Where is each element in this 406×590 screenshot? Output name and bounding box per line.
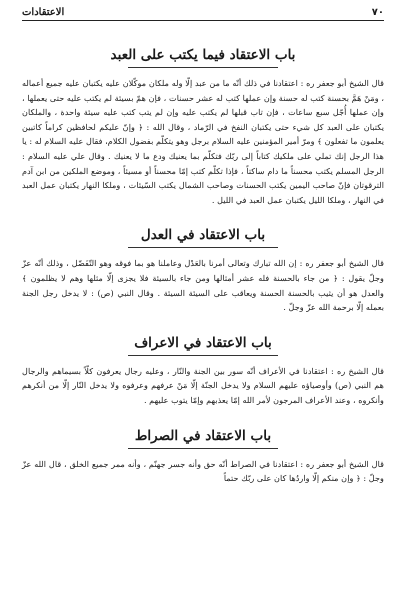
section-heading-justice: باب الاعتقاد في العدل (140, 227, 266, 244)
heading-rule (128, 355, 278, 356)
page-number: ٧٠ (371, 7, 384, 18)
heading-rule (128, 67, 278, 68)
heading-rule (128, 247, 278, 248)
section-heading-araf: باب الاعتقاد في الاعراف (134, 334, 272, 351)
running-header (22, 4, 384, 21)
section-body-recording: قال الشيخ أبو جعفر ره : اعتقادنا في ذلك أنّه ما من عبد إلّا وله ملكان موكّلان عليه يكتبان عليه جميع أعماله ، ومَنْ هَمَّ بحسنة كتب له حسنة وإن عملها كتب له عشر حسنات ، فإن همّ بسيئة لم يكتب عليه حتى يعملها ، وإن عملها أُجّل سبع ساعات ، فإن تاب قبلها لم يكتب عليه وإن لم يتب كتب عليه سيئة واحدة ، والملكان يكتبان على العبد كل شيء حتى يكتبان النفخ في الرّماد ، وقال الله : ﴿ وإنّ عليكم لحافظين كراماً كاتبين يعلمون ما تفعلون ﴾ ومرّ أمير المؤمنين عليه السلام برجل وهو يتكلّم بفضول الكلام، فقال عليه السلام له : يا هذا الرجل إنك تملي على ملكيك كتاباً إلى ربّك فتكلّم بما يعنيك ودع ما لا يعنيك . وقال علي عليه السلام : الرجل المسلم يكتب محسناً ما دام ساكتاً ، فإذا تكلّم كتب إمّا محسناً أو مسيئاً ، وموضع الملكين من ابن آدم الترقوتان فإنّ صاحب اليمين يكتب الحسنات وصاحب الشمال يكتب السّيئات ، وملكا النهار يكتبان عمل العبد في النهار ، وملكا الليل يكتبان عمل العبد في الليل . (22, 78, 384, 205)
section-heading-sirat: باب الاعتقاد في الصراط (134, 427, 272, 444)
section-heading-recording: باب الاعتقاد فيما يكتب على العبد (110, 47, 296, 63)
heading-rule (128, 448, 278, 449)
section-body-araf: قال الشيخ ره : اعتقادنا في الأعراف أنّه سور بين الجنة والنّار ، وعليه رجال يعرفون كلّاً بسيماهم والرجال هم النبي (ص) وأوصياؤه عليهم السلام ولا يدخل الجنّة إلّا مَنْ عرفهم وعرفوه ولا يدخل النّار إلّا من أنكرهم وأنكروه ، وعند الأعراف المرجون لأمر الله إمّا يعذبهم وإمّا يتوب عليهم . (22, 365, 384, 405)
section-body-justice: قال الشيخ أبو جعفر ره : إن الله تبارك وتعالى أمرنا بالعَدْل وعاملنا هو بما فوقه وهو التّفَضّل ، وذلك أنّه عزّ وجلّ يقول : ﴿ من جاء بالحسنة فله عشر أمثالها ومن جاء بالسيئة فلا يجزى إلّا مثلها وهم لا يظلمون ﴾ والعدل هو أن يثيب بالحسنة الحسنة ويعاقب على السيئة السيئة . وقال النبي (ص) : لا يدخل رجل الجنة بعمله إلّا برحمة الله عزّ وجلّ . (22, 258, 384, 313)
running-title: الاعتقادات (22, 7, 65, 18)
section-body-sirat: قال الشيخ أبو جعفر ره : اعتقادنا في الصراط أنّه حق وأنه جسر جهنّم ، وأنه ممر جميع الخلق ، قال الله عزّ وجلّ : ﴿ وإن منكم إلّا واردُها كان على ربّك حتماً (22, 458, 384, 484)
